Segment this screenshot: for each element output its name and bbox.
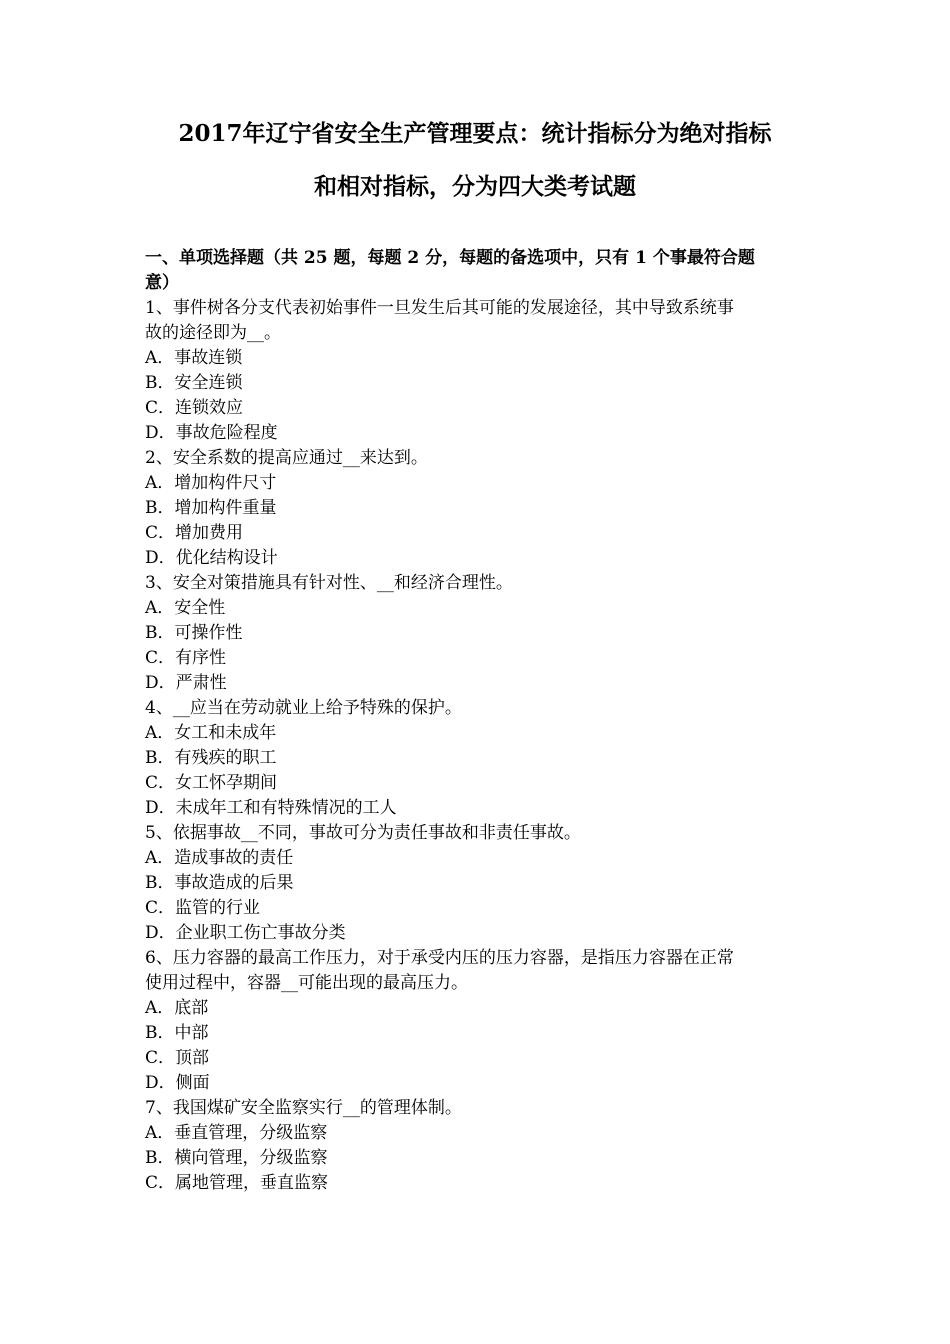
answer-option: B．中部 <box>145 1023 209 1043</box>
answer-option: C．属地管理，垂直监察 <box>145 1173 329 1193</box>
answer-option: B．有残疾的职工 <box>145 748 277 768</box>
answer-option: D．企业职工伤亡事故分类 <box>145 923 346 943</box>
question-stem: 2、安全系数的提高应通过__来达到。 <box>145 448 428 468</box>
answer-option: D．优化结构设计 <box>145 548 278 568</box>
question-5 <box>145 821 810 946</box>
question-stem: 3、安全对策措施具有针对性、__和经济合理性。 <box>145 573 513 593</box>
answer-option: A．女工和未成年 <box>145 723 277 743</box>
answer-option: B．增加构件重量 <box>145 498 277 518</box>
answer-option: C．有序性 <box>145 648 227 668</box>
answer-option: A．垂直管理，分级监察 <box>145 1123 328 1143</box>
question-4 <box>145 696 810 821</box>
question-stem: 4、__应当在劳动就业上给予特殊的保护。 <box>145 698 462 718</box>
section-heading-line-2: 意） <box>145 273 179 293</box>
answer-option: A．事故连锁 <box>145 348 243 368</box>
question-2 <box>145 446 810 571</box>
answer-option: C．女工怀孕期间 <box>145 773 278 793</box>
section-heading-line-1: 一、单项选择题（共 25 题，每题 2 分，每题的备选项中，只有 1 个事最符合题 <box>145 248 755 268</box>
answer-option: C．顶部 <box>145 1048 210 1068</box>
document-title-line-2: 和相对指标，分为四大类考试题 <box>314 173 636 200</box>
answer-option: C．增加费用 <box>145 523 244 543</box>
answer-option: A．安全性 <box>145 598 226 618</box>
answer-option: A．造成事故的责任 <box>145 848 294 868</box>
question-7 <box>145 1096 810 1196</box>
answer-option: A．增加构件尺寸 <box>145 473 277 493</box>
question-6 <box>145 946 810 1096</box>
answer-option: A．底部 <box>145 998 209 1018</box>
answer-option: D．侧面 <box>145 1073 210 1093</box>
answer-option: B．安全连锁 <box>145 373 243 393</box>
question-3 <box>145 571 810 696</box>
question-stem: 5、依据事故__不同，事故可分为责任事故和非责任事故。 <box>145 823 581 843</box>
question-1 <box>145 296 810 446</box>
answer-option: B．可操作性 <box>145 623 243 643</box>
answer-option: C．连锁效应 <box>145 398 244 418</box>
question-stem: 使用过程中，容器__可能出现的最高压力。 <box>145 973 468 993</box>
question-stem: 7、我国煤矿安全监察实行__的管理体制。 <box>145 1098 462 1118</box>
answer-option: C．监管的行业 <box>145 898 261 918</box>
answer-option: D．未成年工和有特殊情况的工人 <box>145 798 397 818</box>
question-stem: 故的途径即为__。 <box>145 323 281 343</box>
document-title-line-1: 2017年辽宁省安全生产管理要点：统计指标分为绝对指标 <box>178 120 772 147</box>
answer-option: B．横向管理，分级监察 <box>145 1148 328 1168</box>
answer-option: D．事故危险程度 <box>145 423 278 443</box>
answer-option: B．事故造成的后果 <box>145 873 294 893</box>
question-stem: 1、事件树各分支代表初始事件一旦发生后其可能的发展途径，其中导致系统事 <box>145 298 734 318</box>
answer-option: D．严肃性 <box>145 673 227 693</box>
document-body <box>145 246 810 1196</box>
question-stem: 6、压力容器的最高工作压力，对于承受内压的压力容器，是指压力容器在正常 <box>145 948 734 968</box>
